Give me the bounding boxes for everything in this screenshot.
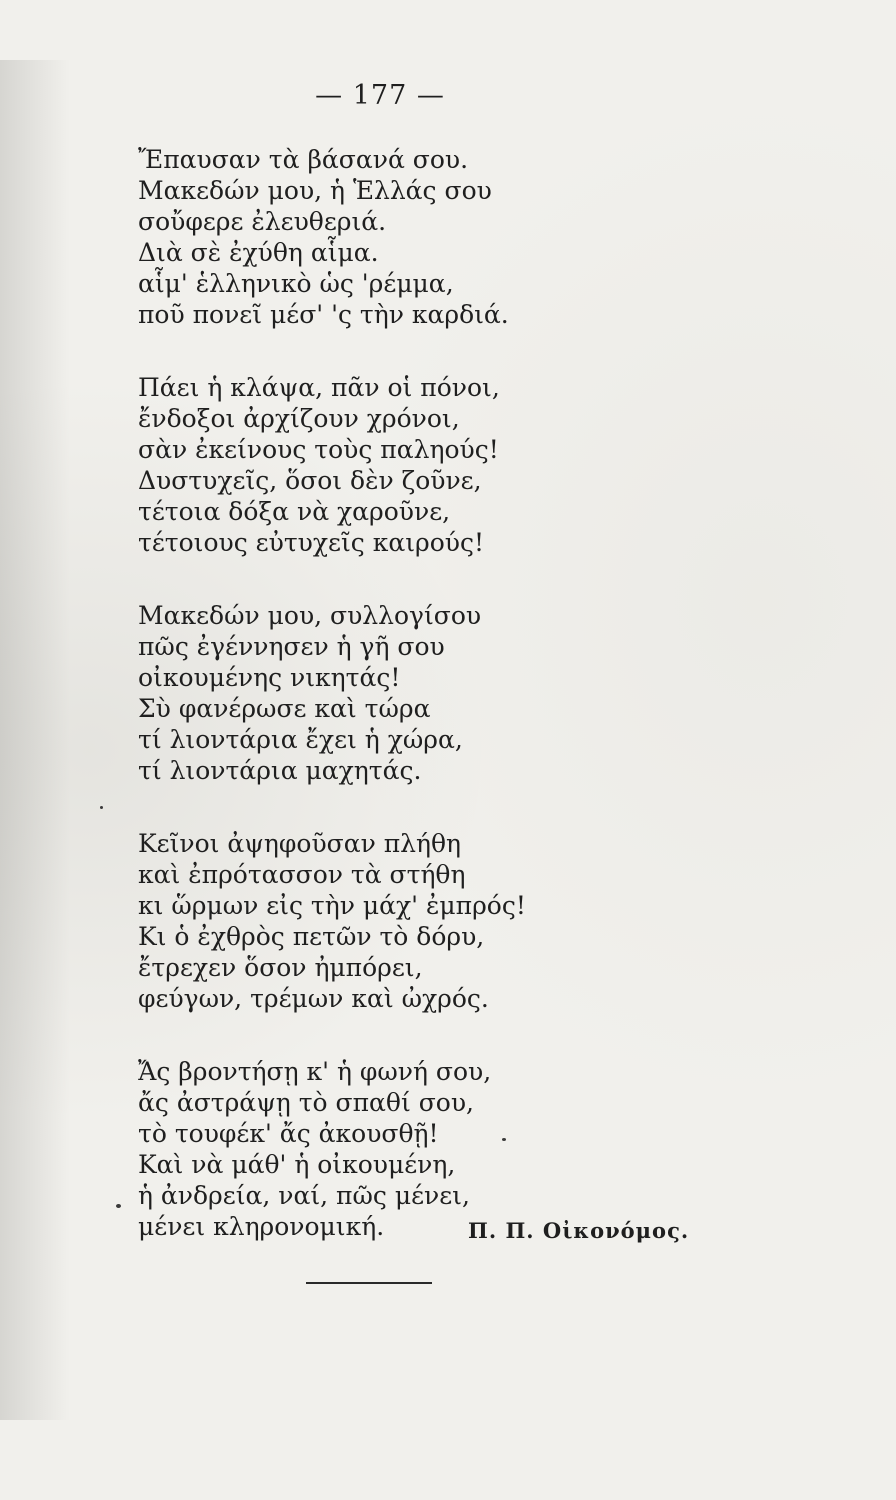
poem-line: σὰν ἐκείνους τοὺς παληούς! [138,435,499,464]
poem-line: Ἄς βροντήσῃ κ' ἡ φωνή σου, [138,1057,492,1086]
poem-line: καὶ ἐπρότασσον τὰ στήθη [138,860,466,889]
poem-line: Διὰ σὲ ἐχύθη αἷμα. [138,238,379,267]
poem-line: μένει κληρονομική. [138,1212,385,1241]
author-signature: Π. Π. Οἰκονόμος. [468,1218,690,1243]
stanza-5 [138,1056,558,1242]
poem-line: Μακεδών μου, συλλογίσου [138,601,482,630]
page-number: — 177 — [315,80,445,111]
poem-line: Ἔπαυσαν τὰ βάσανά σου. [138,145,469,174]
poem-line: σοὔφερε ἐλευθεριά. [138,207,387,236]
poem-line: ἔτρεχεν ὅσον ἠμπόρει, [138,953,423,982]
poem-line: κι ὥρμων εἰς τὴν μάχ' ἐμπρός! [138,891,526,920]
poem-line: ἄς ἀστράψῃ τὸ σπαθί σου, [138,1088,474,1117]
poem-line: τέτοιους εὐτυχεῖς καιρούς! [138,528,484,557]
poem-line: Κεῖνοι ἀψηφοῦσαν πλήθη [138,829,462,858]
poem-line: ποῦ πονεῖ μέσ' 'ς τὴν καρδιά. [138,300,509,329]
stanza-2 [138,372,558,558]
poem-line: τέτοια δόξα νὰ χαροῦνε, [138,497,451,526]
ink-speck [100,806,103,809]
poem-line: Μακεδών μου, ἡ Ἑλλάς σου [138,176,492,205]
poem-line: πῶς ἐγέννησεν ἡ γῆ σου [138,632,445,661]
stanza-4 [138,828,558,1014]
poem-line: τὸ τουφέκ' ἄς ἀκουσθῇ! [138,1119,439,1148]
poem-line: Δυστυχεῖς, ὅσοι δὲν ζοῦνε, [138,466,482,495]
poem-line: Σὺ φανέρωσε καὶ τώρα [138,694,431,723]
end-rule [306,1282,432,1284]
poem [138,144,558,1242]
poem-line: ἡ ἀνδρεία, ναί, πῶς μένει, [138,1181,470,1210]
stanza-1 [138,144,558,330]
poem-line: φεύγων, τρέμων καὶ ὠχρός. [138,984,489,1013]
poem-line: Πάει ἡ κλάψα, πᾶν οἱ πόνοι, [138,373,500,402]
poem-line: Κι ὁ ἐχθρὸς πετῶν τὸ δόρυ, [138,922,485,951]
poem-line: τί λιοντάρια ἔχει ἡ χώρα, [138,725,463,754]
stanza-3 [138,600,558,786]
poem-line: Καὶ νὰ μάθ' ἡ οἰκουμένη, [138,1150,456,1179]
page-edge-shadow [0,60,70,1420]
ink-speck [116,1204,121,1208]
poem-line: τί λιοντάρια μαχητάς. [138,756,422,785]
ink-speck [502,1138,506,1141]
poem-line: οἰκουμένης νικητάς! [138,663,401,692]
poem-line: ἔνδοξοι ἀρχίζουν χρόνοι, [138,404,460,433]
poem-line: αἷμ' ἑλληνικὸ ὡς 'ρέμμα, [138,269,454,298]
